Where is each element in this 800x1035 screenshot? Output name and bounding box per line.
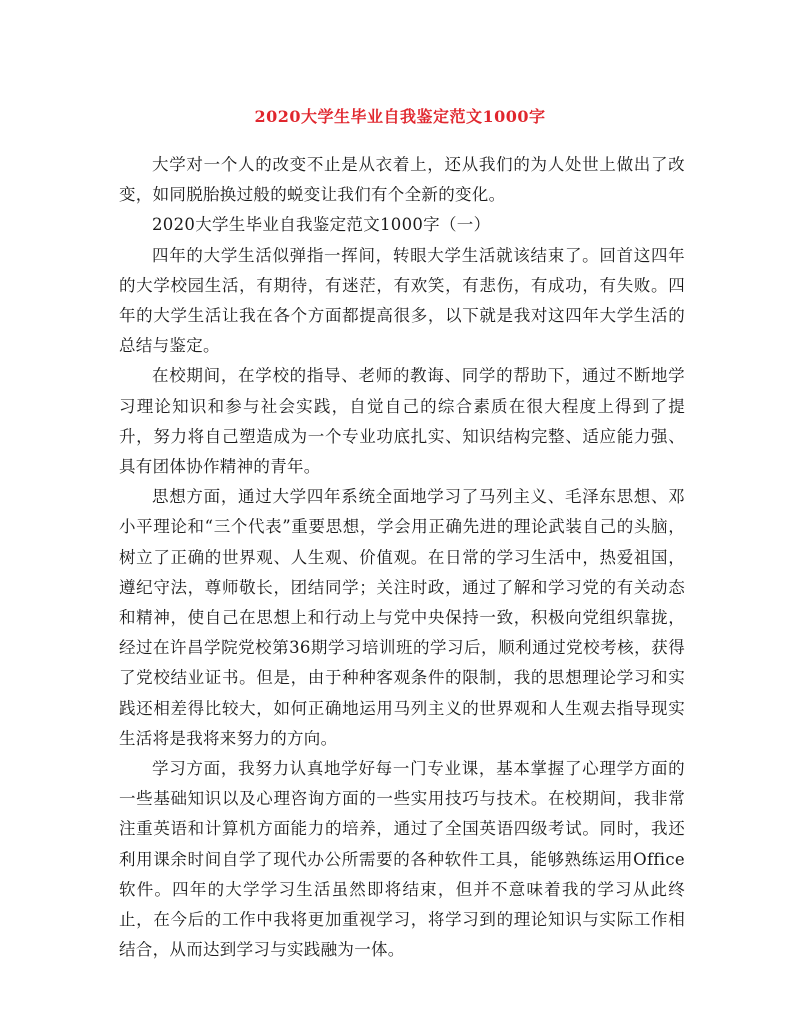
paragraph-study: 学习方面，我努力认真地学好每一门专业课，基本掌握了心理学方面的一些基础知识以及心理咨询方面的一些实用技巧与技术。在校期间，我非常注重英语和计算机方面能力的培养，通过了全国英语四级考试。同时，我还利用课余时间自学了现代办公所需要的各种软件工具，能够熟练运用Office软件。四年的大学学习生活虽然即将结束，但并不意味着我的学习从此终止，在今后的工作中我将更加重视学习，将学习到的理论知识与实际工作相结合，从而达到学习与实践融为一体。 [119, 759, 685, 960]
document-body [119, 150, 685, 965]
intro-paragraph: 大学对一个人的改变不止是从衣着上，还从我们的为人处世上做出了改变，如同脱胎换过般的蜕变让我们有个全新的变化。 [119, 155, 685, 205]
paragraph-overview: 四年的大学生活似弹指一挥间，转眼大学生活就该结束了。回首这四年的大学校园生活，有期待，有迷茫，有欢笑，有悲伤，有成功，有失败。四年的大学生活让我在各个方面都提高很多，以下就是我对这四年大学生活的总结与鉴定。 [119, 245, 685, 356]
paragraph-ideology: 思想方面，通过大学四年系统全面地学习了马列主义、毛泽东思想、邓小平理论和“三个代表”重要思想，学会用正确先进的理论武装自己的头脑，树立了正确的世界观、人生观、价值观。在日常的学习生活中，热爱祖国，遵纪守法，尊师敬长，团结同学；关注时政，通过了解和学习党的有关动态和精神，使自己在思想上和行动上与党中央保持一致，积极向党组织靠拢，经过在许昌学院党校第36期学习培训班的学习后，顺利通过党校考核，获得了党校结业证书。但是，由于种种客观条件的限制，我的思想理论学习和实践还相差得比较大，如何正确地运用马列主义的世界观和人生观去指导现实生活将是我将来努力的方向。 [119, 487, 685, 748]
section-heading: 2020大学生毕业自我鉴定范文1000字（一） [152, 215, 491, 235]
paragraph-school-period: 在校期间，在学校的指导、老师的教诲、同学的帮助下，通过不断地学习理论知识和参与社会实践，自觉自己的综合素质在很大程度上得到了提升，努力将自己塑造成为一个专业功底扎实、知识结构完整、适应能力强、具有团体协作精神的青年。 [119, 366, 685, 477]
document-title: 2020大学生毕业自我鉴定范文1000字 [254, 107, 546, 126]
